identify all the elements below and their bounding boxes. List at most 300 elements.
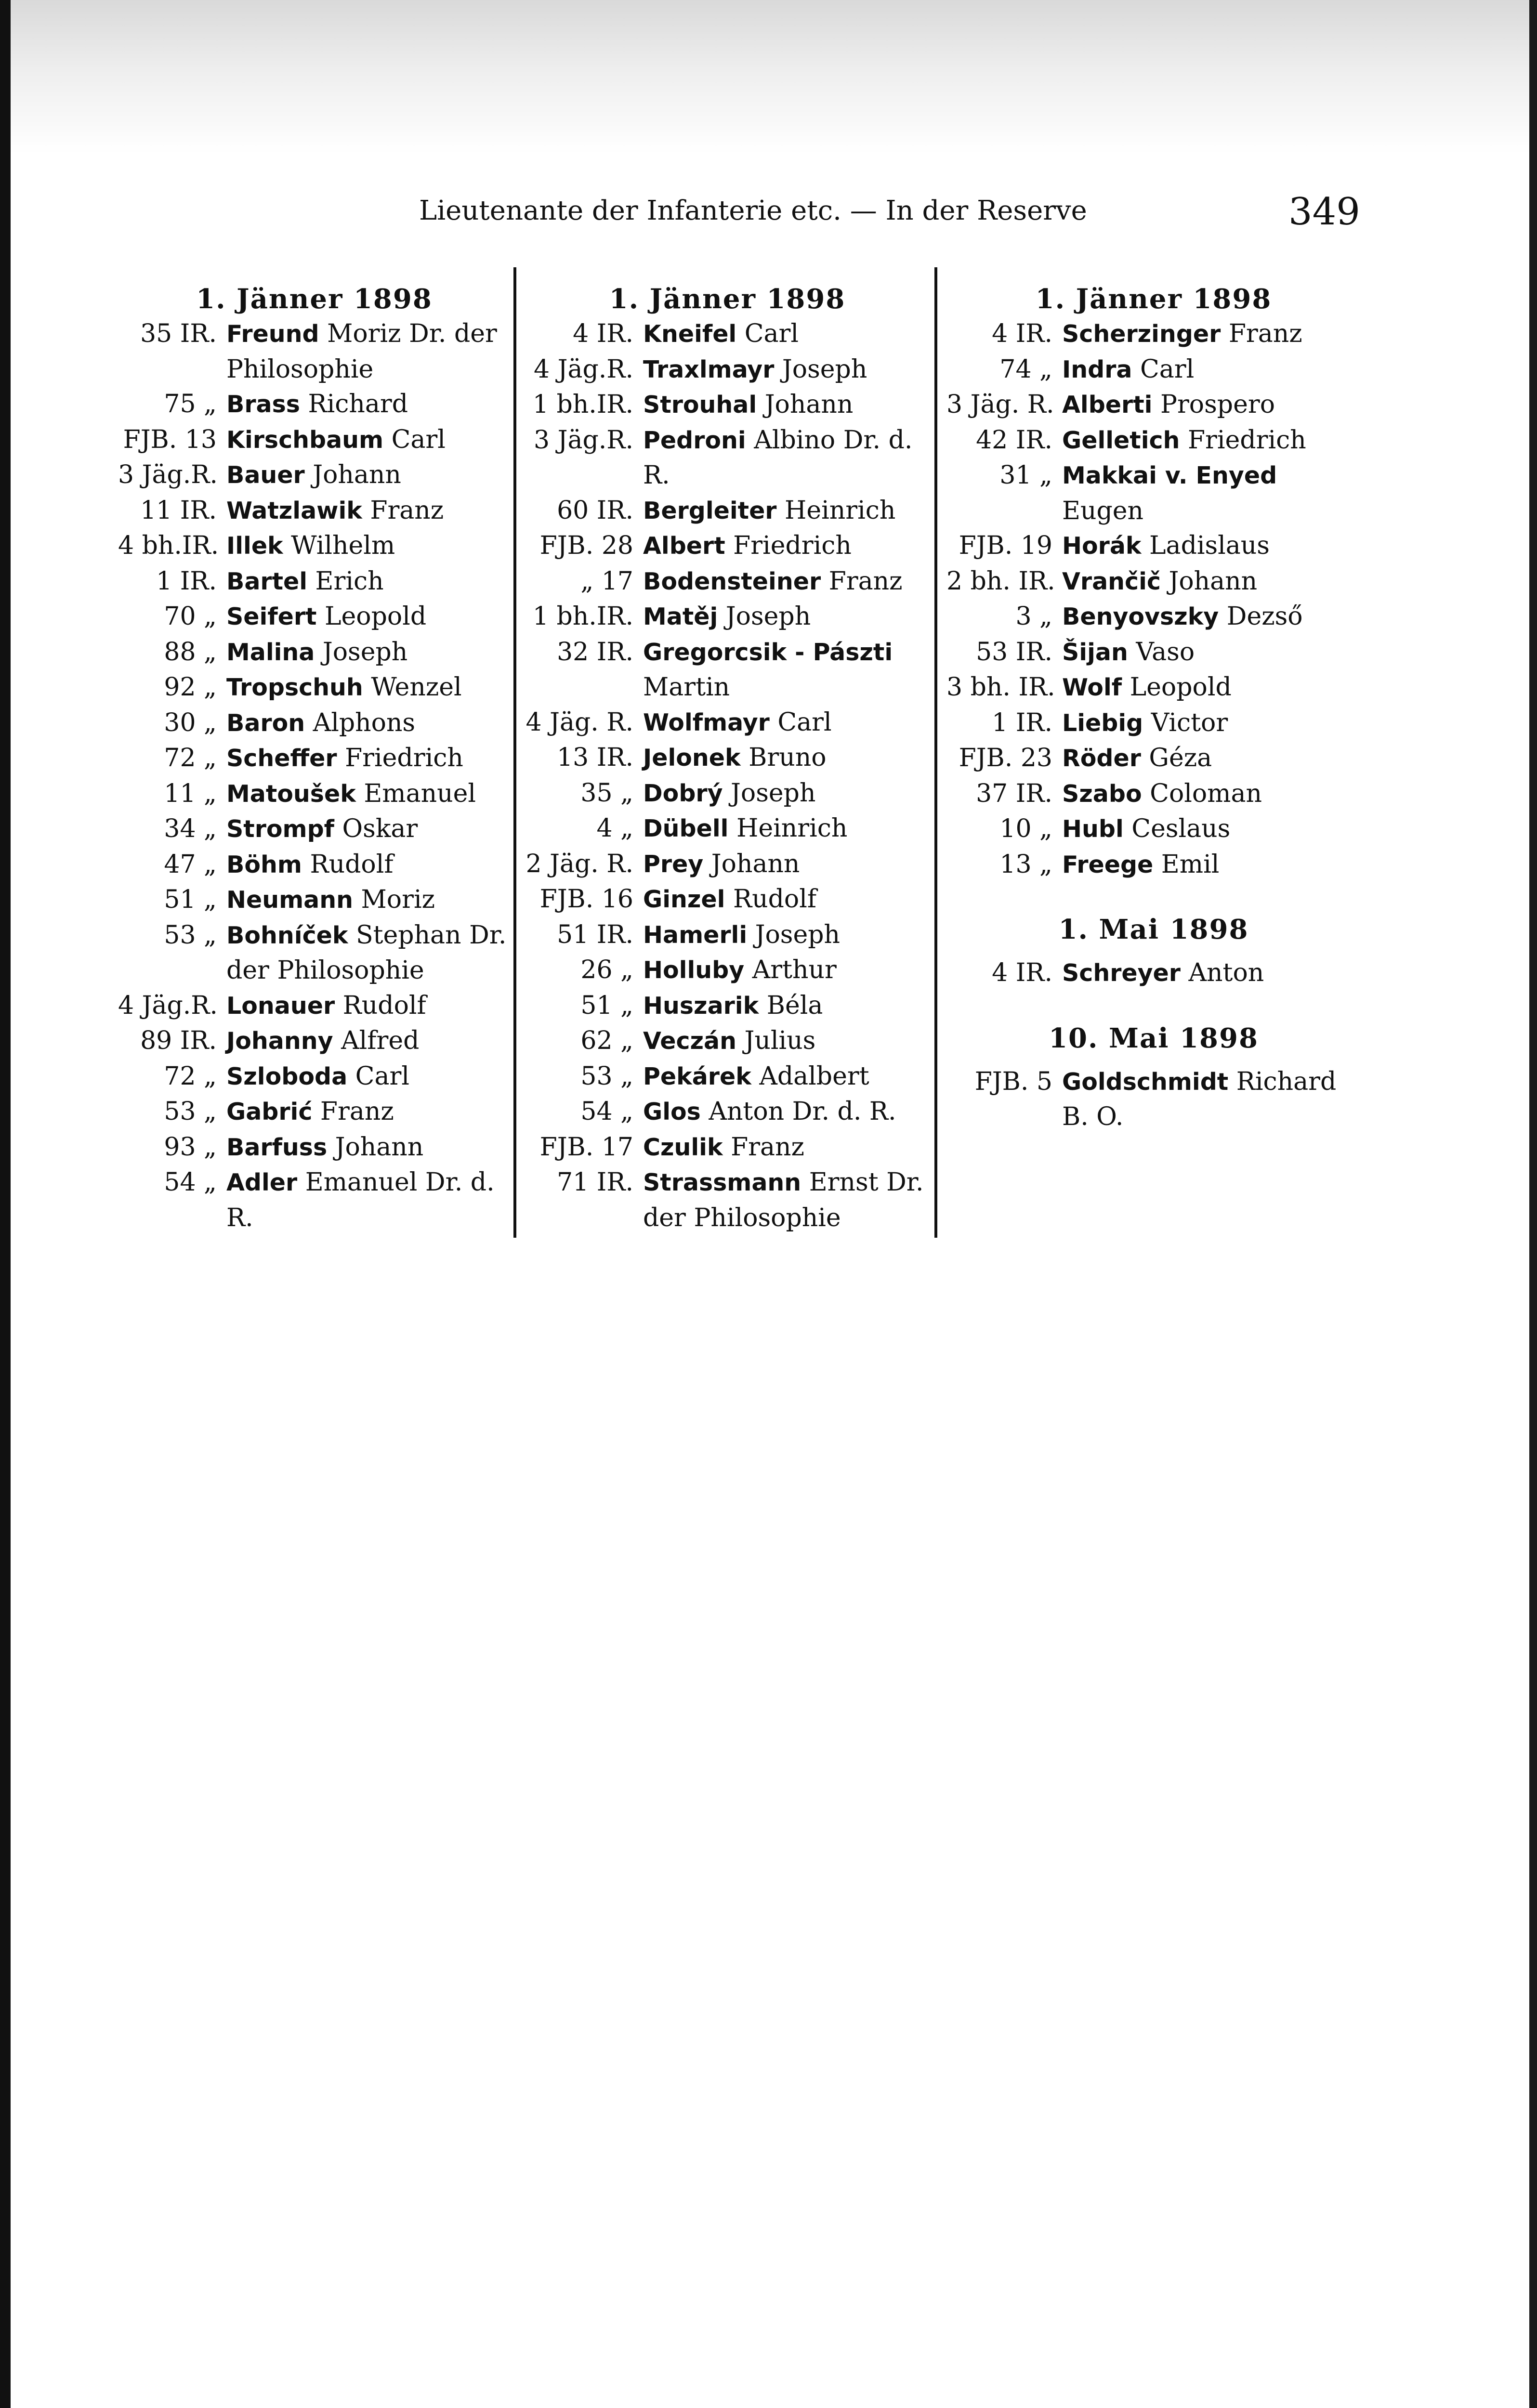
- officer-name: [643, 776, 930, 811]
- list-entry: [118, 316, 511, 387]
- unit-designation: 1 IR.: [156, 566, 217, 596]
- given-name: Johann: [327, 1132, 424, 1162]
- unit-designation: 53 „: [164, 920, 217, 950]
- given-name: Carl: [736, 319, 799, 348]
- officer-name: [226, 1165, 511, 1235]
- officer-name: [643, 352, 930, 388]
- list-entry: [118, 1130, 511, 1165]
- running-head: Lieutenante der Infanterie etc. — In der Reserve: [419, 195, 1087, 226]
- officer-name: [1062, 528, 1361, 564]
- list-entry: [118, 1059, 511, 1095]
- list-entry: [946, 741, 1361, 776]
- list-entry: [525, 882, 930, 917]
- list-entry: [525, 528, 930, 564]
- given-name: Ceslaus: [1123, 814, 1231, 843]
- column-rule: [513, 267, 516, 1238]
- surname: Szabo: [1062, 780, 1142, 808]
- given-name: Heinrich: [728, 814, 848, 843]
- list-entry: [946, 1064, 1361, 1135]
- list-entry: [525, 953, 930, 988]
- given-name: Johann: [304, 460, 401, 489]
- officer-name: [226, 706, 511, 741]
- surname: Scherzinger: [1062, 320, 1221, 348]
- unit-designation: 60 IR.: [557, 496, 633, 525]
- surname: Kirschbaum: [226, 426, 384, 454]
- officer-name: [643, 1023, 930, 1059]
- officer-name: [226, 988, 511, 1024]
- list-entry: [946, 811, 1361, 847]
- section-heading: 1. Jänner 1898: [609, 283, 846, 315]
- surname: Glos: [643, 1098, 701, 1125]
- scan-border-right: [1529, 0, 1537, 2408]
- list-entry: [118, 706, 511, 741]
- list-entry: [946, 670, 1361, 706]
- unit-designation: 47 „: [164, 850, 217, 879]
- surname: Barfuss: [226, 1133, 328, 1161]
- unit-designation: 37 IR.: [976, 779, 1052, 808]
- unit-designation: „ 17: [580, 566, 633, 596]
- unit-designation: 54 „: [580, 1097, 633, 1126]
- unit-designation: FJB. 13: [123, 425, 217, 454]
- given-name: Emil: [1153, 850, 1220, 879]
- officer-name: [1062, 670, 1361, 706]
- list-entry: [118, 635, 511, 670]
- given-name: Friedrich: [337, 744, 463, 772]
- surname: Bergleiter: [643, 497, 777, 524]
- officer-name: [1062, 1064, 1361, 1135]
- surname: Huszarik: [643, 992, 759, 1020]
- list-entry: [118, 741, 511, 776]
- officer-name: [643, 599, 930, 635]
- unit-designation: 93 „: [164, 1132, 217, 1162]
- given-name: Joseph: [718, 602, 811, 631]
- officer-name: [643, 882, 930, 917]
- surname: Indra: [1062, 355, 1132, 383]
- unit-designation: 62 „: [580, 1026, 633, 1055]
- given-name: Erich: [307, 566, 384, 596]
- surname: Wolf: [1062, 674, 1122, 701]
- surname: Freund: [226, 320, 319, 348]
- list-entry: [525, 847, 930, 882]
- given-name: Carl: [1132, 354, 1195, 384]
- surname: Dübell: [643, 815, 729, 842]
- unit-designation: 1 bh.IR.: [532, 390, 633, 419]
- surname: Alberti: [1062, 391, 1153, 419]
- officer-name: [226, 1094, 511, 1130]
- officer-name: [1062, 458, 1361, 528]
- officer-name: [643, 423, 930, 493]
- scan-border-left: [0, 0, 11, 2408]
- given-name: Adalbert: [751, 1061, 869, 1091]
- officer-name: [643, 1059, 930, 1095]
- officer-name: [1062, 387, 1361, 423]
- surname: Bohníček: [226, 921, 348, 949]
- surname: Watzlawik: [226, 497, 362, 524]
- surname: Neumann: [226, 886, 354, 914]
- list-entry: [946, 458, 1361, 528]
- given-name: Bruno: [740, 743, 827, 772]
- surname: Holluby: [643, 956, 745, 984]
- surname: Lonauer: [226, 992, 335, 1020]
- unit-designation: 53 „: [580, 1061, 633, 1091]
- given-name: Ladislaus: [1141, 531, 1270, 560]
- list-entry: [525, 1023, 930, 1059]
- surname: Traxlmayr: [643, 355, 775, 383]
- given-name: Martin: [643, 673, 730, 702]
- surname: Benyovszky: [1062, 603, 1219, 630]
- unit-designation: 53 „: [164, 1097, 217, 1126]
- unit-designation: 92 „: [164, 673, 217, 702]
- section-heading: 1. Mai 1898: [1058, 914, 1249, 945]
- list-entry: [525, 917, 930, 953]
- officer-name: [1062, 564, 1361, 600]
- given-name: Richard: [300, 390, 408, 419]
- given-name: Richard B. O.: [1062, 1067, 1337, 1131]
- page-number: 349: [1288, 190, 1360, 234]
- list-entry: [525, 705, 930, 741]
- surname: Kneifel: [643, 320, 737, 348]
- given-name: Géza: [1141, 744, 1212, 772]
- list-entry: [525, 1165, 930, 1235]
- list-entry: [525, 493, 930, 529]
- surname: Jelonek: [643, 744, 741, 772]
- given-name: Johann: [703, 849, 800, 878]
- column-1: [118, 282, 511, 1235]
- unit-designation: 3 Jäg.R.: [534, 425, 633, 455]
- given-name: Alfred: [333, 1026, 420, 1055]
- officer-name: [643, 1130, 930, 1165]
- officer-name: [226, 564, 511, 600]
- surname: Seifert: [226, 603, 317, 630]
- unit-designation: 4 „: [596, 814, 633, 843]
- officer-name: [643, 705, 930, 741]
- surname: Strompf: [226, 815, 334, 843]
- unit-designation: 71 IR.: [557, 1168, 633, 1197]
- list-entry: [946, 847, 1361, 883]
- officer-name: [1062, 847, 1361, 883]
- officer-name: [226, 776, 511, 812]
- unit-designation: 89 IR.: [140, 1026, 217, 1055]
- officer-name: [643, 988, 930, 1024]
- unit-designation: 4 Jäg.R.: [118, 991, 218, 1020]
- unit-designation: 32 IR.: [557, 637, 633, 667]
- list-entry: [525, 599, 930, 635]
- unit-designation: 42 IR.: [976, 425, 1052, 455]
- unit-designation: 26 „: [580, 955, 633, 984]
- surname: Albert: [643, 532, 725, 560]
- list-entry: [118, 1094, 511, 1130]
- surname: Freege: [1062, 851, 1154, 878]
- unit-designation: 2 bh. IR.: [946, 566, 1055, 596]
- unit-designation: 75 „: [164, 390, 217, 419]
- surname: Matoušek: [226, 780, 356, 808]
- surname: Brass: [226, 391, 300, 418]
- list-entry: [525, 423, 930, 493]
- given-name: Franz: [723, 1132, 804, 1162]
- unit-designation: 13 IR.: [557, 743, 633, 772]
- list-entry: [946, 352, 1361, 388]
- list-entry: [525, 352, 930, 388]
- officer-name: [226, 811, 511, 847]
- given-name: Julius: [736, 1026, 816, 1055]
- surname: Veczán: [643, 1027, 736, 1055]
- surname: Ginzel: [643, 886, 725, 913]
- given-name: Alphons: [305, 708, 416, 737]
- unit-designation: FJB. 19: [959, 531, 1052, 560]
- list-entry: [118, 1023, 511, 1059]
- list-entry: [946, 776, 1361, 812]
- given-name: Friedrich: [1180, 425, 1306, 455]
- unit-designation: 10 „: [999, 814, 1052, 843]
- given-name: Friedrich: [725, 531, 852, 560]
- officer-name: [226, 1130, 511, 1165]
- list-entry: [525, 740, 930, 776]
- officer-name: [643, 564, 930, 600]
- unit-designation: 70 „: [164, 602, 217, 631]
- surname: Gelletich: [1062, 426, 1180, 454]
- unit-designation: 51 „: [164, 885, 217, 914]
- given-name: Emanuel: [355, 779, 476, 808]
- given-name: Joseph: [723, 778, 816, 808]
- given-name: Carl: [383, 425, 446, 454]
- section-heading: 1. Jänner 1898: [196, 283, 433, 315]
- officer-name: [1062, 352, 1361, 388]
- given-name: Dezső: [1219, 602, 1303, 631]
- surname: Strouhal: [643, 391, 757, 419]
- given-name: Heinrich: [776, 496, 896, 525]
- surname: Szloboda: [226, 1062, 348, 1090]
- surname: Šijan: [1062, 638, 1128, 666]
- officer-name: [643, 635, 930, 705]
- unit-designation: FJB. 28: [539, 531, 633, 560]
- list-entry: [946, 528, 1361, 564]
- officer-name: [226, 1023, 511, 1059]
- list-entry: [118, 493, 511, 529]
- list-entry: [525, 564, 930, 600]
- surname: Horák: [1062, 532, 1142, 560]
- list-entry: [525, 776, 930, 811]
- given-name: Emanuel Dr. d. R.: [226, 1168, 495, 1232]
- unit-designation: 51 „: [580, 991, 633, 1020]
- unit-designation: 3 Jäg. R.: [946, 390, 1054, 419]
- unit-designation: 30 „: [164, 708, 217, 737]
- unit-designation: 3 „: [1015, 602, 1052, 631]
- list-entry: [525, 1059, 930, 1095]
- surname: Vrančič: [1062, 567, 1161, 595]
- given-name: Joseph: [315, 637, 408, 667]
- given-name: Carl: [347, 1061, 409, 1091]
- unit-designation: 4 Jäg.R.: [534, 354, 633, 384]
- officer-name: [226, 741, 511, 776]
- surname: Röder: [1062, 745, 1141, 772]
- scan-shadow-top: [11, 0, 1529, 154]
- unit-designation: 88 „: [164, 637, 217, 667]
- unit-designation: 4 IR.: [573, 319, 633, 348]
- officer-name: [643, 917, 930, 953]
- list-entry: [118, 847, 511, 883]
- surname: Bodensteiner: [643, 567, 821, 595]
- unit-designation: 13 „: [999, 850, 1052, 879]
- surname: Baron: [226, 709, 305, 737]
- list-entry: [525, 1094, 930, 1130]
- unit-designation: 53 IR.: [976, 637, 1052, 667]
- officer-name: [226, 458, 511, 493]
- given-name: Anton: [1180, 958, 1264, 987]
- surname: Johanny: [226, 1027, 333, 1055]
- surname: Dobrý: [643, 779, 723, 807]
- surname: Hamerli: [643, 921, 748, 949]
- list-entry: [118, 776, 511, 812]
- officer-name: [226, 599, 511, 635]
- list-entry: [525, 635, 930, 705]
- given-name: Eugen: [1062, 496, 1143, 525]
- section-heading: 1. Jänner 1898: [1035, 283, 1272, 315]
- unit-designation: 3 bh. IR.: [946, 673, 1055, 702]
- officer-name: [226, 882, 511, 918]
- officer-name: [1062, 706, 1361, 741]
- list-entry: [118, 882, 511, 918]
- unit-designation: 1 bh.IR.: [532, 602, 633, 631]
- unit-designation: 31 „: [999, 461, 1052, 490]
- list-entry: [118, 811, 511, 847]
- surname: Illek: [226, 532, 283, 560]
- list-entry: [118, 1165, 511, 1235]
- officer-name: [1062, 599, 1361, 635]
- given-name: Franz: [1221, 319, 1302, 348]
- given-name: Franz: [362, 496, 444, 525]
- officer-name: [226, 528, 511, 564]
- given-name: Moriz: [353, 885, 435, 914]
- surname: Czulik: [643, 1133, 723, 1161]
- list-entry: [118, 918, 511, 988]
- unit-designation: 4 Jäg. R.: [525, 707, 633, 737]
- list-entry: [946, 706, 1361, 741]
- surname: Matěj: [643, 603, 718, 630]
- list-entry: [118, 387, 511, 422]
- officer-name: [1062, 316, 1361, 352]
- surname: Bauer: [226, 461, 305, 489]
- unit-designation: 34 „: [164, 814, 217, 843]
- list-entry: [118, 528, 511, 564]
- unit-designation: 4 bh.IR.: [118, 531, 219, 560]
- surname: Hubl: [1062, 815, 1124, 843]
- list-entry: [525, 988, 930, 1024]
- list-entry: [118, 564, 511, 600]
- unit-designation: 72 „: [164, 1061, 217, 1091]
- surname: Gabrić: [226, 1098, 313, 1125]
- officer-name: [226, 387, 511, 422]
- officer-name: [226, 847, 511, 883]
- officer-name: [643, 493, 930, 529]
- officer-name: [226, 918, 511, 988]
- officer-name: [226, 316, 511, 387]
- column-3: [946, 282, 1361, 1135]
- list-entry: [946, 316, 1361, 352]
- given-name: Johann: [757, 390, 854, 419]
- given-name: Franz: [821, 566, 903, 596]
- given-name: Prospero: [1152, 390, 1275, 419]
- list-entry: [946, 635, 1361, 670]
- surname: Malina: [226, 638, 315, 666]
- given-name: Rudolf: [725, 885, 817, 914]
- given-name: Johann: [1160, 566, 1258, 596]
- given-name: Arthur: [744, 955, 837, 984]
- unit-designation: 74 „: [999, 354, 1052, 384]
- unit-designation: 4 IR.: [992, 958, 1052, 987]
- given-name: Leopold: [1122, 673, 1232, 702]
- given-name: Wenzel: [363, 673, 462, 702]
- officer-name: [643, 1094, 930, 1130]
- officer-name: [226, 422, 511, 458]
- list-entry: [946, 955, 1361, 991]
- surname: Adler: [226, 1169, 298, 1196]
- officer-name: [1062, 423, 1361, 458]
- given-name: Leopold: [316, 602, 427, 631]
- unit-designation: FJB. 17: [539, 1132, 633, 1162]
- officer-name: [643, 811, 930, 847]
- list-entry: [118, 458, 511, 493]
- surname: Gregorcsik - Pászti: [643, 638, 893, 666]
- surname: Scheffer: [226, 745, 337, 772]
- officer-name: [1062, 955, 1361, 991]
- unit-designation: 35 IR.: [140, 319, 217, 348]
- section-heading: 10. Mai 1898: [1049, 1022, 1259, 1054]
- given-name: Joseph: [747, 920, 841, 949]
- given-name: Victor: [1143, 708, 1228, 737]
- surname: Pedroni: [643, 426, 746, 454]
- given-name: Coloman: [1142, 779, 1262, 808]
- list-entry: [525, 387, 930, 423]
- column-rule: [934, 267, 937, 1238]
- unit-designation: 51 IR.: [557, 920, 633, 949]
- list-entry: [946, 599, 1361, 635]
- given-name: Oskar: [334, 814, 418, 843]
- given-name: Albino Dr. d. R.: [643, 425, 913, 490]
- officer-name: [643, 387, 930, 423]
- list-entry: [525, 316, 930, 352]
- given-name: Moriz Dr. der Philosophie: [226, 319, 497, 384]
- unit-designation: FJB. 5: [974, 1067, 1052, 1096]
- officer-name: [643, 740, 930, 776]
- officer-name: [643, 316, 930, 352]
- list-entry: [946, 423, 1361, 458]
- given-name: Rudolf: [302, 850, 394, 879]
- officer-name: [1062, 811, 1361, 847]
- unit-designation: 11 IR.: [140, 496, 217, 525]
- officer-name: [226, 635, 511, 670]
- officer-name: [643, 1165, 930, 1235]
- surname: Bartel: [226, 567, 308, 595]
- unit-designation: 35 „: [580, 778, 633, 808]
- unit-designation: 2 Jäg. R.: [525, 849, 633, 878]
- list-entry: [118, 599, 511, 635]
- unit-designation: 54 „: [164, 1168, 217, 1197]
- unit-designation: 11 „: [164, 779, 217, 808]
- list-entry: [946, 387, 1361, 423]
- given-name: Ernst Dr. der Philosophie: [643, 1168, 924, 1232]
- officer-name: [643, 528, 930, 564]
- given-name: Béla: [759, 991, 823, 1020]
- unit-designation: 72 „: [164, 744, 217, 772]
- unit-designation: 3 Jäg.R.: [118, 460, 218, 489]
- list-entry: [946, 564, 1361, 600]
- given-name: Joseph: [774, 354, 867, 384]
- list-entry: [118, 422, 511, 458]
- column-2: [525, 282, 930, 1235]
- officer-name: [643, 953, 930, 988]
- surname: Tropschuh: [226, 674, 363, 701]
- officer-name: [1062, 635, 1361, 670]
